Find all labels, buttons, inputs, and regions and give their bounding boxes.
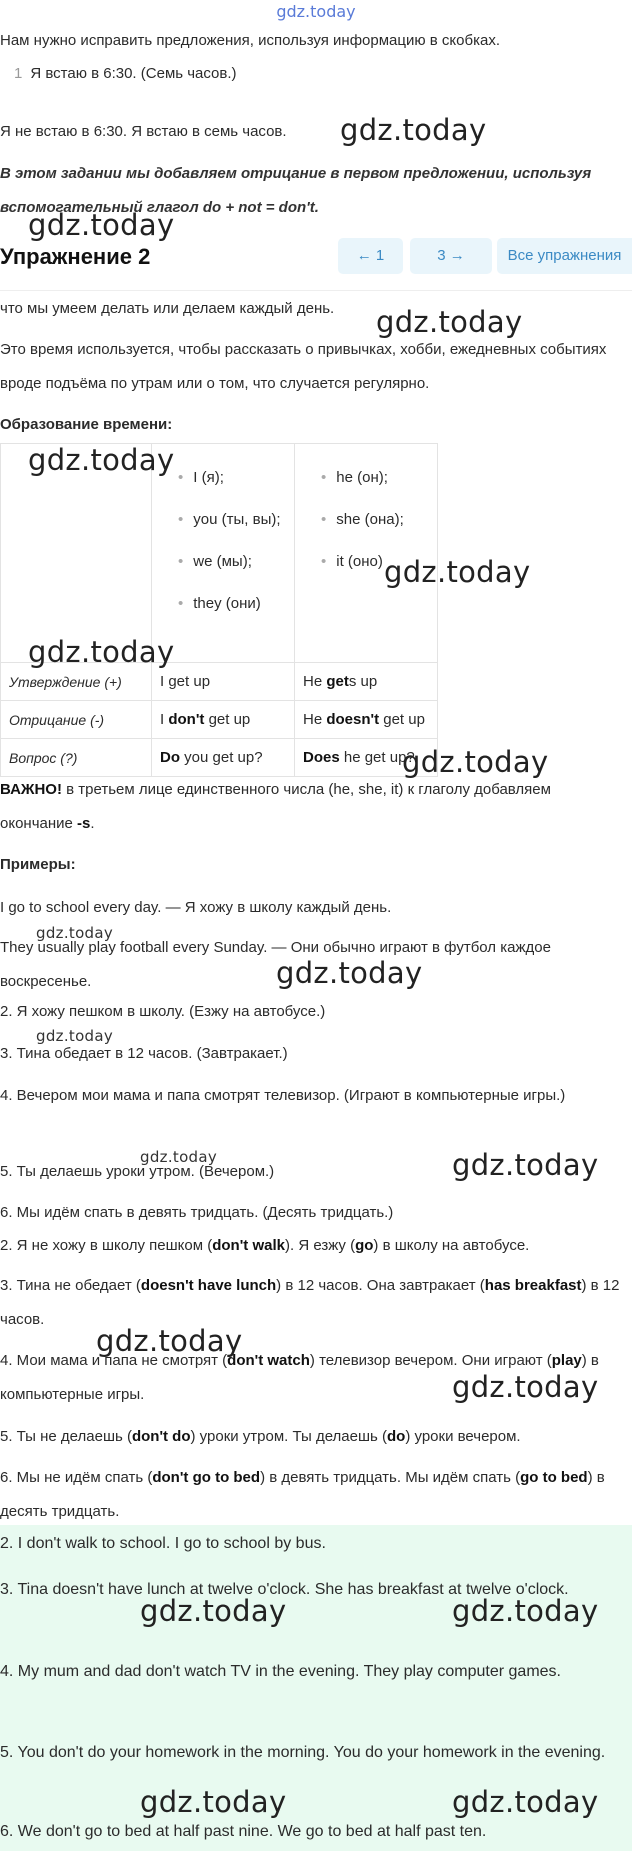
task-item: 6. Мы идём спать в девять тридцать. (Десять тридцать.): [0, 1204, 394, 1221]
task-item: 5. Ты делаешь уроки утром. (Вечером.): [0, 1163, 275, 1180]
task-item-1: [14, 65, 237, 82]
task-number: 1: [14, 65, 23, 82]
task-item: 2. Я хожу пешком в школу. (Езжу на автобусе.): [0, 1003, 326, 1020]
pronoun-item: • he (он);: [321, 468, 429, 510]
answer-en-6: 6. We don't go to bed at half past nine. We go to bed at half past ten.: [0, 1823, 487, 1840]
pronoun-item: • it (оно): [321, 552, 429, 594]
watermark: gdz.today: [276, 956, 423, 990]
all-exercises-button[interactable]: Все упражнения: [497, 238, 632, 274]
watermark: gdz.today: [36, 924, 114, 942]
cell: Does he get up?: [295, 739, 438, 777]
site-logo[interactable]: gdz.today: [276, 2, 356, 21]
pronoun-item: • we (мы);: [178, 552, 286, 594]
formation-heading: Образование времени:: [0, 416, 173, 433]
answer-ru-3: 3. Тина не обедает (doesn't have lunch) в 12 часов. Она завтракает (has breakfast) в 12 часов.: [0, 1277, 620, 1328]
answer-ru-2: 2. Я не хожу в школу пешком (don't walk). Я езжу (go) в школу на автобусе.: [0, 1237, 530, 1254]
answer-en-5: 5. You don't do your homework in the morning. You do your homework in the evening.: [0, 1744, 606, 1761]
row-label: Отрицание (-): [1, 701, 152, 739]
theory-paragraph-2: Это время используется, чтобы рассказать о привычках, хобби, ежедневных событиях вроде подъёма по утрам или о том, что случается регулярно.: [0, 341, 607, 392]
table-row: [1, 701, 438, 739]
divider: [0, 290, 632, 291]
table-row: [1, 739, 438, 777]
watermark: gdz.today: [340, 113, 487, 147]
instruction-text: Нам нужно исправить предложения, используя информацию в скобках.: [0, 32, 500, 49]
cell: I get up: [152, 663, 295, 701]
answer-en-4: 4. My mum and dad don't watch TV in the evening. They play computer games.: [0, 1663, 561, 1680]
watermark: gdz.today: [376, 305, 523, 339]
answer-ru-4: 4. Мои мама и папа не смотрят (don't watch) телевизор вечером. Они играют (play) в компьютерные игры.: [0, 1352, 599, 1403]
watermark: gdz.today: [384, 555, 531, 589]
theory-paragraph-1: что мы умеем делать или делаем каждый день.: [0, 300, 335, 317]
row-label: Утверждение (+): [1, 663, 152, 701]
important-note: ВАЖНО! в третьем лице единственного числа (he, she, it) к глаголу добавляем окончание -s.: [0, 781, 551, 832]
watermark: gdz.today: [36, 1027, 114, 1045]
watermark: gdz.today: [96, 1324, 243, 1358]
cell: I don't get up: [152, 701, 295, 739]
watermark: gdz.today: [452, 1148, 599, 1182]
watermark: gdz.today: [140, 1148, 218, 1166]
exercise-title: Упражнение 2: [0, 244, 151, 269]
pronoun-item: • you (ты, вы);: [178, 510, 286, 552]
example-1: I go to school every day. — Я хожу в школу каждый день.: [0, 899, 392, 916]
examples-heading: Примеры:: [0, 856, 76, 873]
answer-ru-5: 5. Ты не делаешь (don't do) уроки утром. Ты делаешь (do) уроки вечером.: [0, 1428, 521, 1445]
pronoun-item: • I (я);: [178, 468, 286, 510]
explanation-note: В этом задании мы добавляем отрицание в первом предложении, используя вспомогательный глагол do + not = don't.: [0, 165, 592, 216]
next-exercise-button[interactable]: 3 →: [410, 238, 492, 274]
row-label: Вопрос (?): [1, 739, 152, 777]
pronoun-item: • she (она);: [321, 510, 429, 552]
grammar-table: [0, 443, 438, 777]
pronoun-cell-third-person: [295, 444, 438, 663]
cell: He doesn't get up: [295, 701, 438, 739]
pronoun-item: • they (они): [178, 594, 286, 636]
answer-ru-6: 6. Мы не идём спать (don't go to bed) в девять тридцать. Мы идём спать (go to bed) в десять тридцать.: [0, 1469, 605, 1520]
prev-exercise-button[interactable]: ← 1: [338, 238, 403, 274]
task-item: 4. Вечером мои мама и папа смотрят телевизор. (Играют в компьютерные игры.): [0, 1087, 566, 1104]
watermark: gdz.today: [452, 1785, 599, 1819]
answer-en-3: 3. Tina doesn't have lunch at twelve o'clock. She has breakfast at twelve o'clock.: [0, 1581, 569, 1598]
watermark: gdz.today: [28, 635, 175, 669]
task-text: Я встаю в 6:30. (Семь часов.): [30, 65, 237, 82]
cell: Do you get up?: [152, 739, 295, 777]
cell: He gets up: [295, 663, 438, 701]
watermark: gdz.today: [140, 1785, 287, 1819]
watermark: gdz.today: [452, 1594, 599, 1628]
watermark: gdz.today: [452, 1370, 599, 1404]
watermark: gdz.today: [28, 443, 175, 477]
watermark: gdz.today: [28, 208, 175, 242]
task-item: 3. Тина обедает в 12 часов. (Завтракает.): [0, 1045, 288, 1062]
example-2: They usually play football every Sunday. — Они обычно играют в футбол каждое воскресенье.: [0, 939, 551, 990]
answer-text: Я не встаю в 6:30. Я встаю в семь часов.: [0, 123, 287, 140]
watermark: gdz.today: [402, 745, 549, 779]
watermark: gdz.today: [140, 1594, 287, 1628]
answer-en-2: 2. I don't walk to school. I go to school by bus.: [0, 1535, 326, 1552]
